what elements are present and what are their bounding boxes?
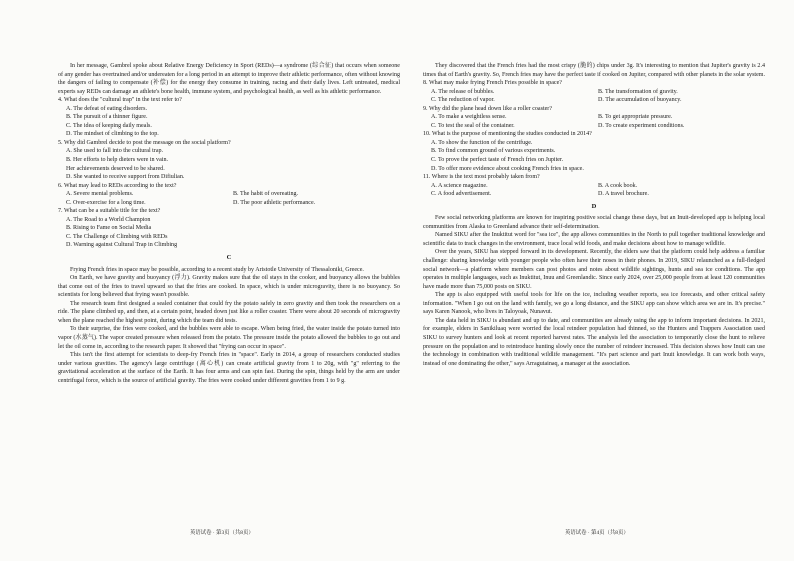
question-stem: 4. What does the "cultural trap" in the text refer to? xyxy=(58,97,182,104)
answer-option: C. Over-exercise for a long time. xyxy=(66,199,146,206)
answer-option: A. The release of bubbles. xyxy=(431,88,495,95)
left-questions xyxy=(58,96,400,250)
option-row xyxy=(423,96,765,105)
left-page xyxy=(58,62,400,385)
passage-paragraph: To their surprise, the fries were cooked, and the bubbles were able to escape. When being fried, the water inside the potato turned into vapor (水蒸气). The vapor created pressure when released from the potato. The pressure inside the potato allowed the bubbles to go out and let the oil come in, according to the research paper. It showed that "frying can occur in space". xyxy=(58,326,400,350)
answer-option: A. The defeat of eating disorders. xyxy=(66,105,147,112)
section-d-label: D xyxy=(591,202,597,210)
passage-paragraph: Named SIKU after the Inuktitut word for "sea ice", the app allows communities in the North to pull together traditional knowledge and scientific data to track changes in the environment, trace local wild foods, and make decisions about how to manage wildlife. xyxy=(423,232,765,247)
footer-right: 英语试卷 · 第4页（共8页） xyxy=(565,530,629,536)
answer-option: C. To prove the perfect taste of French fries on Jupiter. xyxy=(431,157,564,164)
answer-option: A. To make a weightless sense. xyxy=(431,114,507,121)
answer-option: D. To offer more evidence about cooking French fries in space. xyxy=(431,165,584,172)
answer-option: B. A cook book. xyxy=(598,182,638,189)
section-d-passage xyxy=(423,214,765,368)
option-row xyxy=(58,199,400,208)
passage-paragraph: Few social networking platforms are known for inspiring positive social change these days, but an Inuit-developed app is helping local communities from Alaska to Greenland advance their self-determination. xyxy=(423,215,765,230)
passage-paragraph: The research team first designed a sealed container that could fry the potato safely in zero gravity and then took the researchers on a ride. The plane climbed up, and then, at a certain point, headed down just like a roller coaster. There were about 20 seconds of microgravity when the plane reached the highest point, during which the team did tests. xyxy=(58,300,400,324)
passage-paragraph: On Earth, we have gravity and buoyancy (浮力). Gravity makes sure that the oil stays in the cooker, and buoyancy allows the bubbles that come out of the fries to travel upward so that the fries are cooked. In space, which is under microgravity, there is no buoyancy. So scientists for long believed that frying wasn't possible. xyxy=(58,275,400,299)
answer-option: C. The Challenge of Climbing with REDs xyxy=(66,233,168,240)
answer-option: D. A travel brochure. xyxy=(598,191,649,198)
answer-option: A. She used to fall into the cultural trap. xyxy=(66,148,164,155)
question-stem: 8. What may make frying French Fries possible in space? xyxy=(423,80,562,87)
footer-left: 英语试卷 · 第3页（共8页） xyxy=(190,530,254,536)
answer-option: C. A food advertisement. xyxy=(431,191,492,198)
answer-option: B. To find common ground of various experiments. xyxy=(431,148,556,155)
passage-paragraph: Over the years, SIKU has stepped forward in its development. Recently, the elders saw that the platform could help address a familiar challenge: sharing knowledge with younger people who often have their noses in their phones. In 2019, SIKU relaunched as a full-fledged social network—a platform where members can post photos and notes about wildlife sightings, hunts and sea ice conditions. The app operates in multiple languages, such as Inuktitut, Inuu and Greenlandic. Since early 2024, over 25,000 people from at least 120 communities have made more than 75,000 posts on SIKU. xyxy=(423,249,765,290)
section-c-label: C xyxy=(226,254,232,262)
answer-option: B. Her efforts to help dieters were in vain. xyxy=(66,157,168,164)
passage-paragraph: This isn't the first attempt for scientists to deep-fry French fries in "space". Early in 2014, a group of researchers conducted studies under various gravities. The agency's large centrifuge (离心机) can create artificial gravity from 1 to 20g, with "g" referring to the gravitational acceleration at the surface of the Earth. It has four arms and can spin fast. During the spin, things held by the arm are under centrifugal force, which is the source of artificial gravity. The fries were cooked under different gravities from 1 to 9 g. xyxy=(58,352,400,384)
option-row xyxy=(423,113,765,122)
answer-option: A. Severe mental problems. xyxy=(66,191,134,198)
question-stem: 11. Where is the text most probably taken from? xyxy=(423,174,540,181)
section-c-passage xyxy=(58,266,400,386)
answer-option: B. The pursuit of a thinner figure. xyxy=(66,114,148,121)
question-stem: 10. What is the purpose of mentioning the studies conducted in 2014? xyxy=(423,131,592,138)
answer-option: D. The mindset of climbing to the top. xyxy=(66,131,159,138)
answer-option: C. The reduction of vapor. xyxy=(431,97,495,104)
question-stem: 9. Why did the plane head down like a roller coaster? xyxy=(423,105,553,112)
answer-option: A. The Road to a World Champion xyxy=(66,216,151,223)
answer-option: A. A science magazine. xyxy=(431,182,488,189)
answer-option: B. The transformation of gravity. xyxy=(598,88,678,95)
right-questions xyxy=(423,79,765,199)
answer-option: D. To create experiment conditions. xyxy=(598,122,685,129)
question-stem: 7. What can be a suitable title for the text? xyxy=(58,208,161,215)
intro-paragraph: In her message, Gambrel spoke about Relative Energy Deficiency in Sport (REDs)—a syndrome (综合征) that occurs when someone of any gender has overtrained and/or undereaten for a long period in an attempt to improve their athletic performance, often without knowing the dangers of failing to compensate (补偿) for the energy they consume in training, racing and their daily lives. Left untreated, medical experts say REDs can damage an athlete's bone health, immune system, and psychological health, as well as his athletic performance. xyxy=(58,63,400,95)
option-row xyxy=(423,122,765,131)
question-stem: 5. Why did Gambrel decide to post the message on the social platform? xyxy=(58,139,231,146)
answer-option: C. To test the seal of the container. xyxy=(431,122,515,129)
answer-option: B. The habit of overeating. xyxy=(233,191,299,198)
question-stem: 6. What may lead to REDs according to the text? xyxy=(58,182,177,189)
answer-option: B. To get appropriate pressure. xyxy=(598,114,673,121)
passage-paragraph: Frying French fries in space may be possible, according to a recent study by Aristotle University of Thessaloniki, Greece. xyxy=(70,266,364,273)
answer-option: C. The idea of keeping daily meals. xyxy=(66,122,152,129)
answer-option: D. The poor athletic performance. xyxy=(233,199,316,206)
answer-option: D. She wanted to receive support from Difiulian. xyxy=(66,174,185,181)
answer-option: A. To show the function of the centrifuge. xyxy=(431,139,533,146)
option-row xyxy=(423,88,765,97)
passage-paragraph: The data held in SIKU is abundant and up to date, and communities are already using the app to inform important decisions. In 2021, for example, elders in Sanikiluaq were worried the local reindeer population had thinned, so the Hunters and Trappers Association used SIKU to survey hunters and look at recent reported harvest rates. The analysis led the association to temporarily close the hunt to relieve pressure on the population and to reintroduce hunting slowly once the number of reindeer increased. This decision shows how Inuit can use the technology in combination with traditional wildlife management. "It's part science and part Inuit knowledge. It can work both ways, instead of one dominating the other," says Arragutainaq, a manager at the association. xyxy=(423,317,765,367)
passage-paragraph: The app is also equipped with useful tools for life on the ice, including weather reports, sea ice forecasts, and other critical safety information. "When I go out on the land with family, we go a long distance, and the SIKU app can show which area we are in. It's precise." says Karen Nanook, who lives in Taloyoak, Nunavut. xyxy=(423,292,765,316)
answer-option: D. The accumulation of buoyancy. xyxy=(598,97,682,104)
option-row xyxy=(423,182,765,191)
option-row xyxy=(58,190,400,199)
answer-option: B. Rising to Fame on Social Media xyxy=(66,225,152,232)
right-page xyxy=(423,62,765,368)
answer-option: D. Warning against Cultural Trap in Climbing xyxy=(66,242,178,249)
section-c-continued: They discovered that the French fries had the most crispy (脆的) chips under 3g. It's interesting to mention that Jupiter's gravity is 2.4 times that of Earth's gravity. So, French fries may have the perfect taste if cooked on Jupiter, compared with other planets in the solar system. xyxy=(423,63,766,78)
answer-option: Her achievements deserved to be shared. xyxy=(66,165,165,172)
option-row xyxy=(423,190,765,199)
